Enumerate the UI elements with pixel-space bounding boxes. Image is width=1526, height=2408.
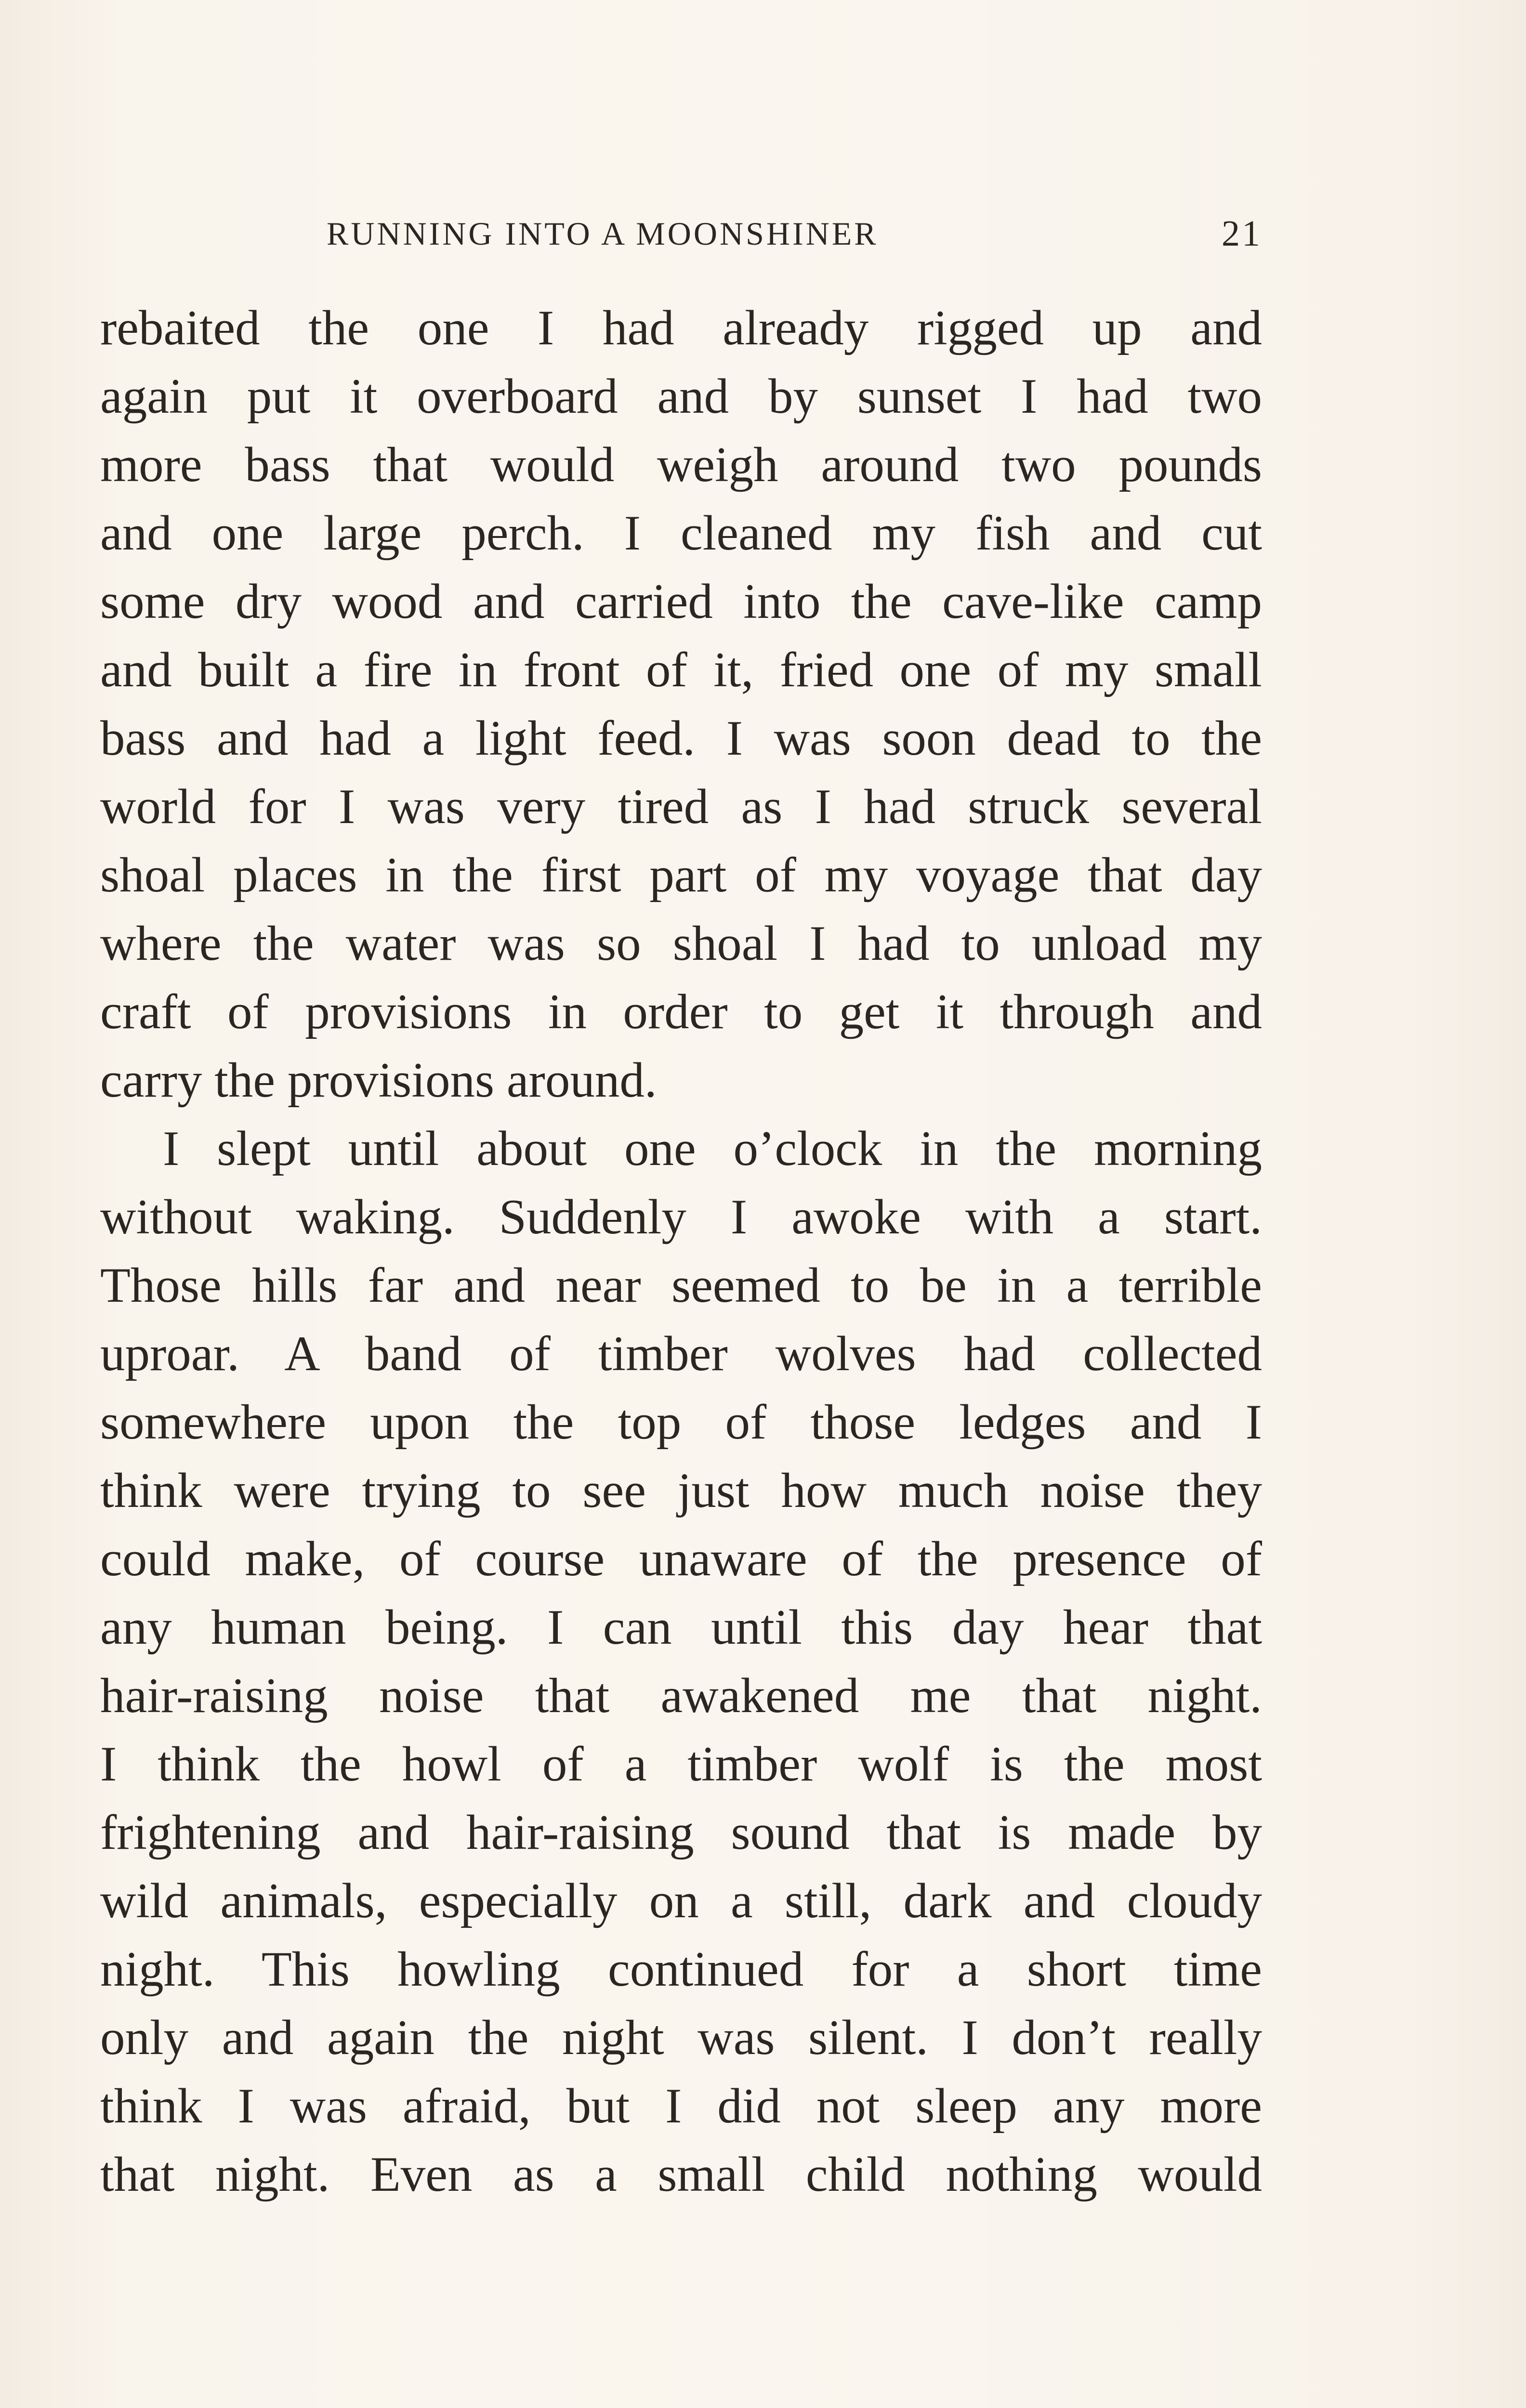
text-line: hair-raising noise that awakened me that night. [100, 1668, 1262, 1723]
text-line: Those hills far and near seemed to be in a terrible [100, 1258, 1262, 1313]
text-line: some dry wood and carried into the cave-like camp [100, 574, 1262, 629]
body-text [100, 294, 1262, 2209]
text-line: wild animals, especially on a still, dark and cloudy [100, 1873, 1262, 1928]
text-line: shoal places in the first part of my voyage that day [100, 848, 1262, 903]
text-line: bass and had a light feed. I was soon dead to the [100, 711, 1262, 766]
text-line: and one large perch. I cleaned my fish and cut [100, 506, 1262, 561]
text-line: somewhere upon the top of those ledges and I [100, 1395, 1262, 1450]
text-line: night. This howling continued for a short time [100, 1942, 1262, 1997]
text-line: more bass that would weigh around two pounds [100, 437, 1262, 492]
page-number: 21 [1222, 213, 1262, 254]
text-line: think were trying to see just how much noise they [100, 1463, 1262, 1518]
text-line: where the water was so shoal I had to unload my [100, 916, 1262, 971]
text-line: I slept until about one o’clock in the morning [163, 1121, 1262, 1176]
text-line: and built a fire in front of it, fried one of my small [100, 642, 1262, 697]
running-title: RUNNING INTO A MOONSHINER [327, 215, 879, 252]
text-line: only and again the night was silent. I don’t really [100, 2010, 1262, 2065]
paragraph-1 [100, 294, 1262, 1114]
text-line: think I was afraid, but I did not sleep any more [100, 2079, 1262, 2133]
text-line: carry the provisions around. [100, 1053, 657, 1108]
text-line: again put it overboard and by sunset I had two [100, 369, 1262, 424]
text-line: could make, of course unaware of the presence of [100, 1531, 1262, 1586]
text-line: rebaited the one I had already rigged up and [100, 301, 1262, 355]
paragraph-2 [100, 1114, 1262, 2209]
text-line: without waking. Suddenly I awoke with a start. [100, 1190, 1262, 1244]
text-line: I think the howl of a timber wolf is the most [100, 1737, 1262, 1792]
text-line: craft of provisions in order to get it through and [100, 984, 1262, 1039]
text-line: world for I was very tired as I had struck several [100, 779, 1262, 834]
text-line: that night. Even as a small child nothing would [100, 2147, 1262, 2202]
text-line: frightening and hair-raising sound that is made by [100, 1805, 1262, 1860]
text-line: any human being. I can until this day hear that [100, 1600, 1262, 1655]
text-line: uproar. A band of timber wolves had collected [100, 1326, 1262, 1381]
running-head [100, 212, 1262, 255]
